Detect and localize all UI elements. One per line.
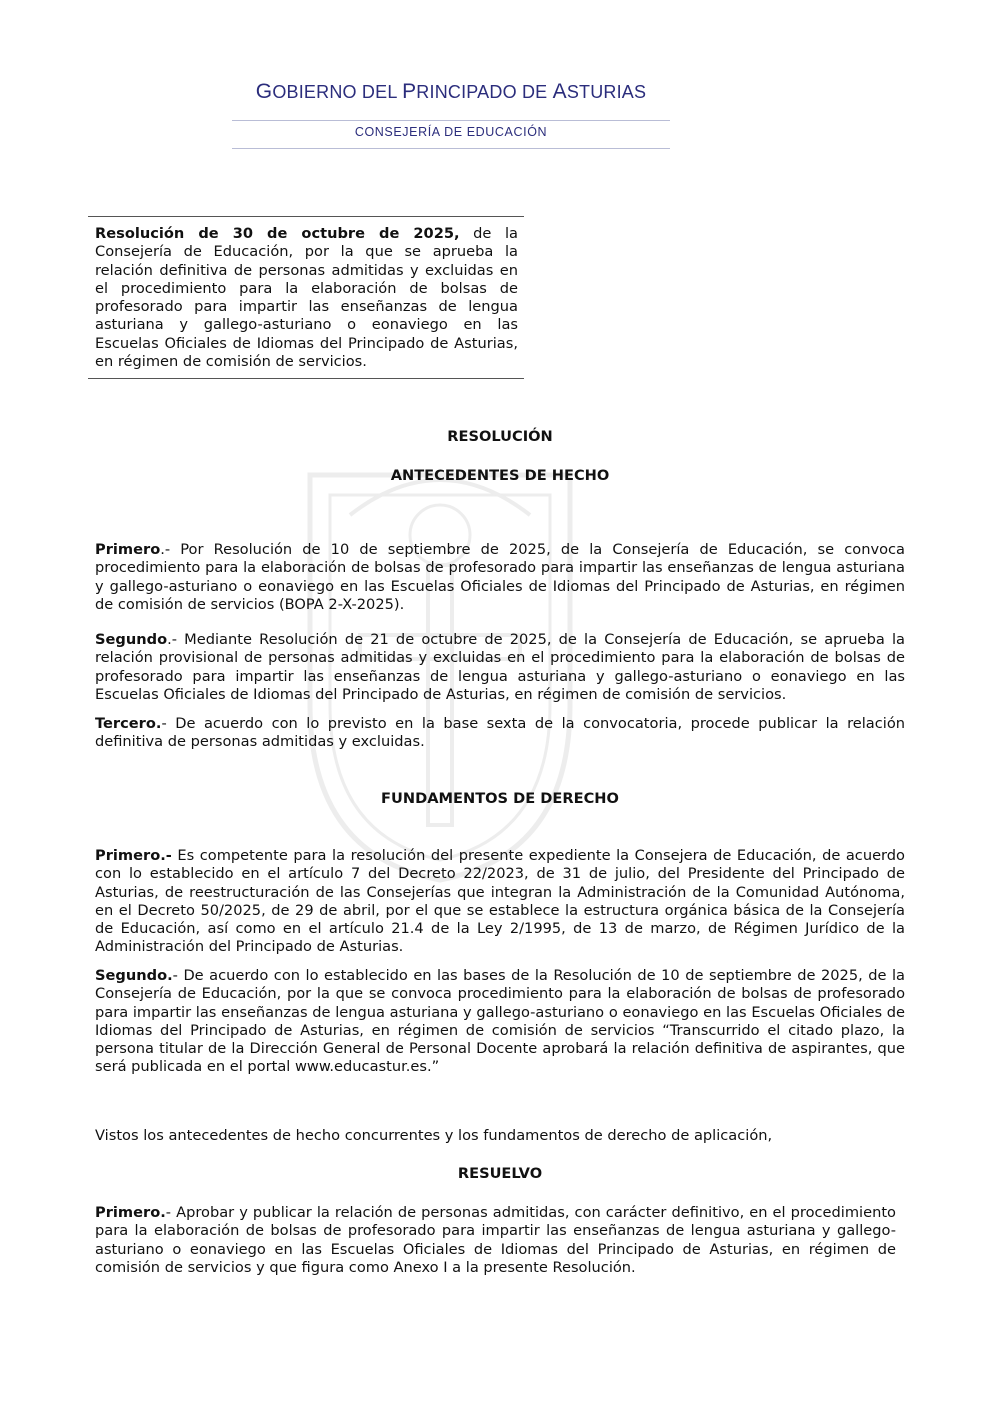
paragraph-sep: .- (167, 631, 185, 648)
resuelvo-primero (95, 1204, 896, 1277)
resolution-summary (95, 225, 518, 371)
heading-antecedentes: ANTECEDENTES DE HECHO (390, 467, 610, 484)
resolution-summary-box (88, 216, 524, 379)
paragraph-sep: - (165, 1204, 177, 1221)
paragraph-text: Aprobar y publicar la relación de personas admitidas, con carácter definitivo, en el procedimiento para la elaboración de bolsas de profesorado para impartir las enseñanzas de lengua asturiana y gallego-asturiano o eonaviego en las Escuelas Oficiales de Idiomas del Principado de Asturias, en régimen de comisión de servicios y que figura como Anexo I a la presente Resolución. (95, 1204, 896, 1276)
paragraph-text: De acuerdo con lo establecido en las bases de la Resolución de 10 de septiembre de 2025, de la Consejería de Educación, por la que se convoca procedimiento para la elaboración de bolsas de profesorado para impartir las enseñanzas de lengua asturiana y gallego-asturiano o eonaviego en las Escuelas Oficiales de Idiomas del Principado de Asturias, en régimen de comisión de servicios “Transcurrido el citado plazo, la persona titular de la Dirección General de Personal Docente aprobará la relación definitiva de aspirantes, que será publicada en el portal www.educastur.es.” (95, 967, 905, 1076)
vistos-paragraph: Vistos los antecedentes de hecho concurrentes y los fundamentos de derecho de aplicación, (95, 1127, 773, 1144)
paragraph-text: Por Resolución de 10 de septiembre de 2025, de la Consejería de Educación, se convoca procedimiento para la elaboración de bolsas de profesorado para impartir las enseñanzas de lengua asturiana y gallego-asturiano o eonaviego en las Escuelas Oficiales de Idiomas del Principado de Asturias, en régimen de comisión de servicios (BOPA 2-X-2025). (95, 541, 906, 613)
paragraph-text: Es competente para la resolución del presente expediente la Consejera de Educación, de acuerdo con lo establecido en el artículo 7 del Decreto 22/2023, de 31 de julio, del Presidente del Principado de Asturias, de reestructuración de las Consejerías que integran la Administración de la Comunidad Autónoma, en el Decreto 50/2025, de 29 de abril, por el que se establece la estructura orgánica básica de la Consejería de Educación, así como en el artículo 21.4 de la Ley 2/1995, de 13 de marzo, de Régimen Jurídico de la Administración del Principado de Asturias. (95, 847, 905, 956)
fundamento-primero (95, 847, 905, 957)
paragraph-label: Primero (95, 541, 161, 558)
heading-resolucion: RESOLUCIÓN (447, 428, 553, 445)
paragraph-label: Segundo. (95, 967, 173, 984)
antecedente-tercero (95, 715, 905, 752)
paragraph-label: Primero.- (95, 847, 172, 864)
paragraph-sep: .- (160, 541, 181, 558)
antecedente-primero (95, 541, 905, 614)
heading-fundamentos: FUNDAMENTOS DE DERECHO (381, 790, 619, 807)
government-title: GOBIERNO DEL PRINCIPADO DE ASTURIAS (255, 80, 647, 103)
department-name: CONSEJERÍA DE EDUCACIÓN (354, 125, 548, 139)
paragraph-sep: - (161, 715, 176, 732)
paragraph-text: De acuerdo con lo previsto en la base sexta de la convocatoria, procede publicar la relación definitiva de personas admitidas y excluidas. (95, 715, 906, 751)
fundamento-segundo (95, 967, 905, 1077)
summary-text: de la Consejería de Educación, por la que se aprueba la relación definitiva de personas admitidas y excluidas en el procedimiento para la elaboración de bolsas de profesorado para impartir las enseñanzas de lengua asturiana y gallego-asturiano o eonaviego en las Escuelas Oficiales de Idiomas del Principado de Asturias, en régimen de comisión de servicios. (95, 225, 518, 371)
paragraph-label: Tercero. (95, 715, 162, 732)
paragraph-label: Segundo (95, 631, 168, 648)
summary-bold: Resolución de 30 de octubre de 2025, (95, 225, 460, 242)
paragraph-text: Mediante Resolución de 21 de octubre de 2025, de la Consejería de Educación, se aprueba la relación provisional de personas admitidas y excluidas en el procedimiento para la elaboración de bolsas de profesorado para impartir las enseñanzas de lengua asturiana y gallego-asturiano o eonaviego en las Escuelas Oficiales de Idiomas del Principado de Asturias, en régimen de comisión de servicios. (95, 631, 905, 703)
paragraph-label: Primero. (95, 1204, 166, 1221)
antecedente-segundo (95, 631, 905, 704)
paragraph-sep: - (172, 967, 184, 984)
header-divider-top (232, 120, 670, 121)
header-divider-bottom (232, 148, 670, 149)
heading-resuelvo: RESUELVO (457, 1165, 543, 1182)
